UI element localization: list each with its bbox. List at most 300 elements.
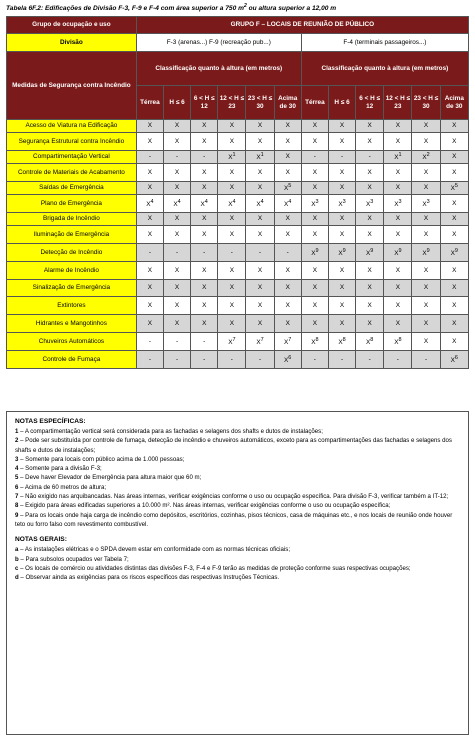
requirement-mark: X <box>339 230 345 238</box>
requirement-cell <box>412 182 440 195</box>
requirement-cell <box>440 262 468 280</box>
requirement-mark: X <box>423 319 429 327</box>
requirement-mark: X <box>452 301 457 309</box>
division-label: Divisão <box>7 34 137 52</box>
requirement-mark: X <box>423 168 429 176</box>
requirement-mark: - <box>148 153 151 161</box>
requirement-mark: X <box>174 137 180 145</box>
measure-label: Segurança Estrutural contra Incêndio <box>7 133 137 151</box>
note-reference: 4 <box>260 198 264 205</box>
requirement-cell <box>191 164 218 182</box>
requirement-cell <box>440 244 468 262</box>
requirement-cell <box>384 195 412 213</box>
requirement-cell <box>163 262 190 280</box>
requirement-mark: X <box>284 356 289 364</box>
requirement-cell <box>191 133 218 151</box>
requirement-cell <box>218 297 246 315</box>
note-number: 4 <box>15 465 19 473</box>
requirement-mark: X <box>367 230 372 238</box>
requirement-cell <box>218 213 246 226</box>
note-reference: 1 <box>232 152 236 159</box>
requirement-cell <box>412 226 440 244</box>
requirement-cell <box>440 333 468 351</box>
table-row <box>7 351 469 369</box>
requirement-mark: X <box>452 137 457 145</box>
height-header-left-3: 12 < H ≤ 23 <box>218 86 246 120</box>
requirement-mark: X <box>256 338 261 346</box>
requirement-cell <box>218 133 246 151</box>
requirement-cell <box>356 226 384 244</box>
requirement-cell <box>412 195 440 213</box>
requirement-mark: X <box>147 215 153 223</box>
table-row <box>7 213 469 226</box>
requirement-cell <box>274 195 301 213</box>
requirement-cell <box>136 351 163 369</box>
requirement-cell <box>412 164 440 182</box>
height-header-left-0: Térrea <box>136 86 163 120</box>
measure-label: Saídas de Emergência <box>7 182 137 195</box>
requirement-cell <box>136 280 163 297</box>
requirement-cell <box>191 280 218 297</box>
notes-box <box>6 411 469 735</box>
note-reference: 4 <box>177 198 181 205</box>
requirement-cell <box>136 195 163 213</box>
note-text: – Deve haver Elevador de Emergência para altura maior que 60 m; <box>18 474 202 482</box>
general-note-item <box>15 555 460 564</box>
requirement-cell <box>440 297 468 315</box>
table-row <box>7 333 469 351</box>
requirement-cell <box>412 151 440 164</box>
requirement-mark: X <box>173 200 178 208</box>
requirement-mark: X <box>256 200 261 208</box>
table-row <box>7 164 469 182</box>
requirement-cell <box>136 297 163 315</box>
note-number: d <box>15 574 19 582</box>
requirement-cell <box>191 213 218 226</box>
requirement-mark: X <box>312 266 317 274</box>
requirement-cell <box>384 182 412 195</box>
requirement-mark: X <box>229 215 234 223</box>
requirement-cell <box>412 280 440 297</box>
requirement-mark: X <box>229 266 234 274</box>
table-row <box>7 151 469 164</box>
requirement-mark: X <box>339 284 345 292</box>
requirement-cell <box>328 244 355 262</box>
requirement-mark: X <box>257 168 263 176</box>
requirement-mark: - <box>396 355 399 363</box>
requirement-mark: X <box>147 284 153 292</box>
requirement-cell <box>412 133 440 151</box>
requirement-mark: X <box>423 137 429 145</box>
requirement-cell <box>163 280 190 297</box>
requirement-mark: X <box>257 301 263 309</box>
height-header-left-4: 23 < H ≤ 30 <box>246 86 274 120</box>
requirement-cell <box>163 351 190 369</box>
requirement-mark: X <box>395 301 400 309</box>
height-header-right-0: Térrea <box>301 86 328 120</box>
requirement-cell <box>191 195 218 213</box>
requirement-mark: - <box>286 248 289 256</box>
requirement-mark: X <box>311 200 316 208</box>
note-number: 5 <box>15 474 19 482</box>
requirement-mark: X <box>394 154 399 162</box>
note-reference: 9 <box>398 247 402 254</box>
requirement-cell <box>218 195 246 213</box>
requirement-mark: - <box>148 337 151 345</box>
requirement-cell <box>356 244 384 262</box>
group-value: GRUPO F – LOCAIS DE REUNIÃO DE PÚBLICO <box>136 17 468 34</box>
note-number: c <box>15 564 19 572</box>
division-row <box>7 34 469 52</box>
requirement-cell <box>163 226 190 244</box>
note-reference: 4 <box>150 198 154 205</box>
requirement-cell <box>328 226 355 244</box>
requirement-cell <box>440 133 468 151</box>
requirement-cell <box>301 333 328 351</box>
specific-note-item <box>15 501 460 510</box>
requirement-cell <box>246 226 274 244</box>
note-reference: 5 <box>454 183 458 190</box>
requirement-mark: X <box>284 338 289 346</box>
requirement-mark: - <box>175 248 179 256</box>
requirement-mark: - <box>258 355 262 363</box>
measure-label: Chuveiros Automáticos <box>7 333 137 351</box>
requirement-cell <box>274 244 301 262</box>
note-reference: 6 <box>454 354 458 361</box>
requirement-cell <box>218 333 246 351</box>
requirement-cell <box>246 333 274 351</box>
requirement-mark: X <box>285 284 290 292</box>
specific-note-item <box>15 464 460 473</box>
specific-note-item <box>15 483 460 492</box>
note-number: a <box>15 546 19 554</box>
note-number: b <box>15 555 19 563</box>
specific-note-item <box>15 473 460 482</box>
requirement-mark: X <box>257 184 263 192</box>
requirement-cell <box>301 213 328 226</box>
requirement-mark: X <box>285 122 290 130</box>
measure-label: Sinalização de Emergência <box>7 280 137 297</box>
caption-prefix: Tabela 6F.2: <box>6 5 45 13</box>
requirement-mark: X <box>423 215 429 223</box>
requirement-cell <box>328 182 355 195</box>
requirement-mark: X <box>312 168 317 176</box>
requirement-mark: X <box>339 122 345 130</box>
requirement-mark: X <box>395 137 400 145</box>
requirement-mark: X <box>174 122 180 130</box>
specific-note-item <box>15 427 460 436</box>
requirement-cell <box>246 133 274 151</box>
height-header-right-4: 23 < H ≤ 30 <box>412 86 440 120</box>
requirement-cell <box>218 182 246 195</box>
requirement-mark: X <box>202 266 207 274</box>
requirement-mark: X <box>452 199 457 207</box>
requirement-mark: X <box>228 154 233 162</box>
note-reference: 9 <box>454 247 458 254</box>
caption-sup: 2 <box>243 3 247 9</box>
requirement-mark: X <box>257 266 263 274</box>
requirement-mark: X <box>229 184 234 192</box>
classification-left: Classificação quanto à altura (em metros) <box>136 52 301 86</box>
requirement-cell <box>412 315 440 333</box>
requirement-mark: X <box>452 284 457 292</box>
measure-label: Extintores <box>7 297 137 315</box>
requirement-cell <box>163 315 190 333</box>
requirement-mark: X <box>423 284 429 292</box>
note-text: – As instalações elétricas e o SPDA devem estar em conformidade com as normas técnicas oficiais; <box>18 546 291 554</box>
requirement-cell <box>328 262 355 280</box>
requirement-mark: - <box>340 355 344 363</box>
requirement-mark: X <box>174 284 180 292</box>
requirement-cell <box>274 297 301 315</box>
requirement-cell <box>218 262 246 280</box>
requirement-cell <box>246 164 274 182</box>
requirement-cell <box>356 262 384 280</box>
measures-label: Medidas de Segurança contra Incêndio <box>7 52 137 120</box>
requirement-cell <box>384 133 412 151</box>
requirement-cell <box>163 195 190 213</box>
requirement-cell <box>440 280 468 297</box>
division-left: F-3 (arenas...) F-9 (recreação pub...) <box>136 34 301 52</box>
requirement-cell <box>440 151 468 164</box>
note-reference: 4 <box>232 198 236 205</box>
requirement-cell <box>301 244 328 262</box>
general-note-item <box>15 573 460 582</box>
requirement-cell <box>328 280 355 297</box>
requirement-mark: X <box>423 266 429 274</box>
requirement-mark: X <box>452 319 457 327</box>
requirement-mark: X <box>202 284 207 292</box>
measure-label: Brigada de Incêndio <box>7 213 137 226</box>
general-note-item <box>15 564 460 573</box>
requirement-cell <box>328 133 355 151</box>
requirement-mark: X <box>285 301 290 309</box>
height-header-left-5: Acima de 30 <box>274 86 301 120</box>
requirement-cell <box>274 151 301 164</box>
note-reference: 3 <box>426 198 430 205</box>
requirement-cell <box>191 315 218 333</box>
requirement-mark: X <box>228 338 233 346</box>
specific-note-item <box>15 436 460 455</box>
requirement-cell <box>356 120 384 133</box>
requirement-cell <box>191 333 218 351</box>
requirement-mark: X <box>367 137 372 145</box>
requirement-cell <box>301 315 328 333</box>
requirement-mark: X <box>202 301 207 309</box>
requirement-cell <box>191 182 218 195</box>
requirement-mark: X <box>285 137 290 145</box>
requirement-cell <box>163 133 190 151</box>
requirement-mark: X <box>311 338 316 346</box>
requirement-mark: X <box>229 230 234 238</box>
requirement-mark: X <box>339 184 345 192</box>
requirement-cell <box>301 164 328 182</box>
requirement-cell <box>328 120 355 133</box>
requirement-mark: X <box>367 301 372 309</box>
requirement-mark: X <box>202 319 207 327</box>
requirement-mark: X <box>339 137 345 145</box>
requirement-cell <box>412 120 440 133</box>
note-reference: 3 <box>342 198 346 205</box>
requirement-cell <box>440 195 468 213</box>
measure-label: Acesso de Viatura na Edificação <box>7 120 137 133</box>
requirement-mark: X <box>339 168 345 176</box>
requirement-cell <box>356 213 384 226</box>
requirement-cell <box>328 351 355 369</box>
requirement-cell <box>301 262 328 280</box>
caption-suffix: ou altura superior a 12,00 m <box>246 5 337 13</box>
requirement-cell <box>412 351 440 369</box>
note-reference: 3 <box>315 198 319 205</box>
requirement-mark: - <box>230 248 233 256</box>
requirement-cell <box>274 262 301 280</box>
requirement-cell <box>328 195 355 213</box>
note-reference: 8 <box>398 336 402 343</box>
requirement-cell <box>191 351 218 369</box>
table-row <box>7 120 469 133</box>
requirement-mark: - <box>313 355 316 363</box>
requirement-mark: - <box>175 355 179 363</box>
requirement-cell <box>274 133 301 151</box>
requirement-cell <box>412 244 440 262</box>
requirement-mark: X <box>202 137 207 145</box>
requirement-cell <box>301 280 328 297</box>
requirement-mark: X <box>339 301 345 309</box>
requirement-cell <box>246 151 274 164</box>
requirement-cell <box>384 226 412 244</box>
requirement-cell <box>246 244 274 262</box>
requirement-cell <box>356 297 384 315</box>
requirement-mark: X <box>367 284 372 292</box>
requirement-cell <box>301 182 328 195</box>
requirement-cell <box>384 213 412 226</box>
note-number: 2 <box>15 437 19 445</box>
requirement-cell <box>328 297 355 315</box>
requirement-mark: X <box>423 230 429 238</box>
requirement-mark: - <box>203 337 206 345</box>
requirement-cell <box>440 182 468 195</box>
requirement-cell <box>356 280 384 297</box>
requirement-mark: X <box>312 122 317 130</box>
requirement-mark: X <box>366 338 371 346</box>
note-text: – A compartimentação vertical será considerada para as fachadas e selagens dos shafts e dutos de instalações; <box>18 428 323 435</box>
requirement-cell <box>384 151 412 164</box>
requirement-cell <box>301 151 328 164</box>
requirement-cell <box>384 351 412 369</box>
requirement-cell <box>384 244 412 262</box>
requirement-mark: X <box>174 184 180 192</box>
note-reference: 8 <box>315 336 319 343</box>
requirement-cell <box>356 351 384 369</box>
table-row <box>7 297 469 315</box>
requirement-cell <box>246 351 274 369</box>
measure-label: Alarme de Incêndio <box>7 262 137 280</box>
requirement-mark: - <box>175 153 179 161</box>
table-row <box>7 182 469 195</box>
note-number: 6 <box>15 483 19 491</box>
requirement-mark: X <box>394 200 399 208</box>
requirement-mark: X <box>285 230 290 238</box>
requirement-mark: X <box>174 301 180 309</box>
requirement-cell <box>218 151 246 164</box>
requirement-mark: X <box>228 200 233 208</box>
division-right: F-4 (terminais passageiros...) <box>301 34 468 52</box>
requirement-mark: - <box>230 355 233 363</box>
requirement-mark: X <box>147 168 153 176</box>
measure-label: Compartimentação Vertical <box>7 151 137 164</box>
note-reference: 8 <box>370 336 374 343</box>
requirement-mark: X <box>367 319 372 327</box>
requirement-cell <box>163 164 190 182</box>
requirement-mark: X <box>450 249 455 257</box>
requirement-cell <box>384 120 412 133</box>
requirement-cell <box>218 120 246 133</box>
requirement-mark: X <box>257 319 263 327</box>
requirement-cell <box>274 182 301 195</box>
note-number: 8 <box>15 502 19 510</box>
caption-text: Edificações de Divisão F-3, F-9 e F-4 com área superior a 750 m <box>44 5 244 13</box>
requirement-cell <box>218 351 246 369</box>
height-header-left-2: 6 < H ≤ 12 <box>191 86 218 120</box>
table-row <box>7 133 469 151</box>
requirement-cell <box>384 333 412 351</box>
note-text: – Somente para locais com público acima de 1.000 pessoas; <box>18 455 185 463</box>
requirement-cell <box>163 120 190 133</box>
requirement-mark: X <box>367 266 372 274</box>
requirement-mark: X <box>452 122 457 130</box>
specific-notes-list <box>7 427 468 529</box>
requirement-cell <box>384 297 412 315</box>
note-reference: 5 <box>288 183 292 190</box>
note-reference: 2 <box>426 152 430 159</box>
note-reference: 7 <box>260 336 264 343</box>
requirement-cell <box>218 315 246 333</box>
requirement-cell <box>136 333 163 351</box>
requirement-cell <box>136 151 163 164</box>
requirement-cell <box>440 164 468 182</box>
measure-label: Detecção de Incêndio <box>7 244 137 262</box>
general-note-item <box>15 545 460 554</box>
group-row <box>7 17 469 34</box>
requirement-mark: X <box>229 301 234 309</box>
requirement-mark: X <box>394 338 399 346</box>
requirement-cell <box>191 151 218 164</box>
requirement-cell <box>274 226 301 244</box>
requirement-cell <box>356 195 384 213</box>
requirement-mark: X <box>422 200 427 208</box>
requirement-cell <box>440 213 468 226</box>
requirement-cell <box>301 195 328 213</box>
specific-note-item <box>15 511 460 530</box>
requirement-mark: X <box>423 337 429 345</box>
note-reference: 9 <box>426 247 430 254</box>
requirement-cell <box>301 120 328 133</box>
requirement-cell <box>136 226 163 244</box>
requirement-mark: - <box>368 355 371 363</box>
note-reference: 8 <box>342 336 346 343</box>
requirement-cell <box>191 262 218 280</box>
requirement-cell <box>412 262 440 280</box>
requirement-mark: X <box>452 168 457 176</box>
requirement-mark: X <box>395 168 400 176</box>
note-reference: 6 <box>288 354 292 361</box>
requirement-cell <box>246 280 274 297</box>
requirement-cell <box>136 120 163 133</box>
table-row <box>7 280 469 297</box>
requirement-mark: X <box>256 154 261 162</box>
requirement-mark: X <box>229 122 234 130</box>
requirement-cell <box>191 244 218 262</box>
